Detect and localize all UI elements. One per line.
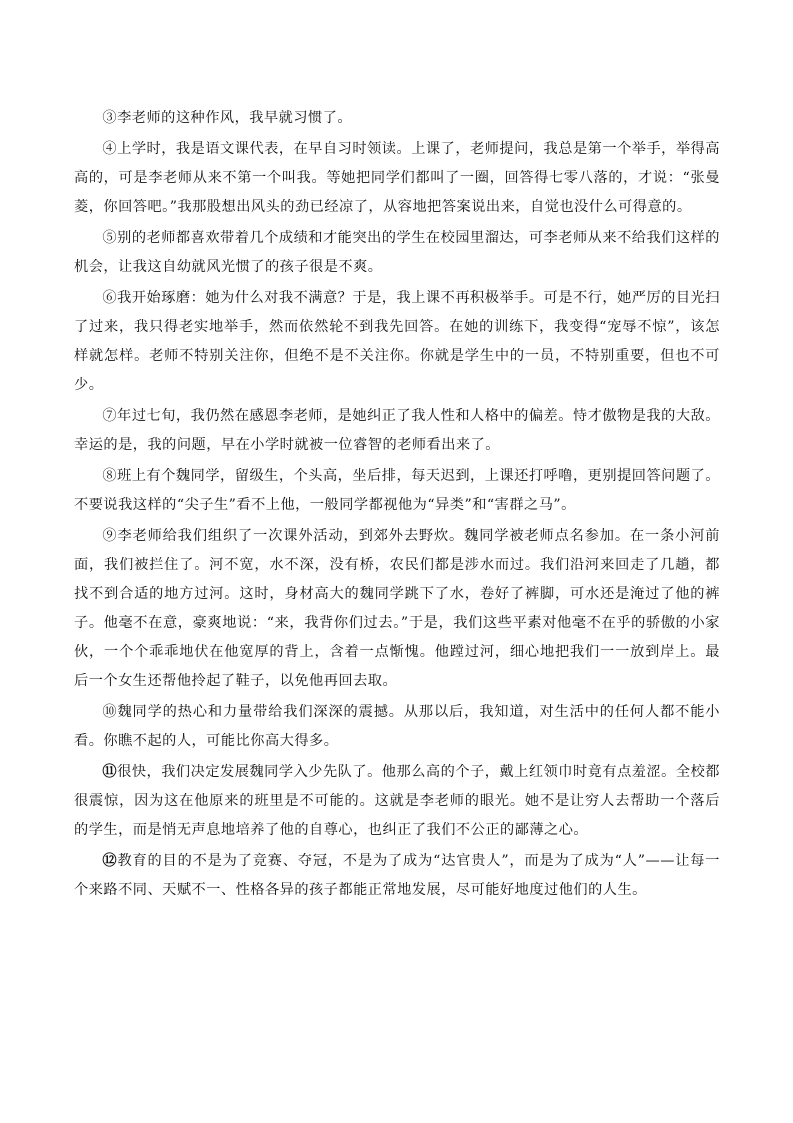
paragraph-number: ⑧ — [102, 468, 118, 484]
paragraph-12 — [74, 847, 720, 905]
paragraph-9 — [74, 522, 720, 696]
paragraph-number: ⑩ — [102, 704, 118, 720]
paragraph-text: 很快，我们决定发展魏同学入少先队了。他那么高的个子，戴上红领巾时竟有点羞涩。全校都很震惊，因为这在他原来的班里是不可能的。这就是李老师的眼光。她不是让穷人去帮助一个落后的学生，而是悄无声息地培养了他的自尊心，也纠正了我们不公正的鄙薄之心。 — [74, 764, 720, 838]
paragraph-text: 别的老师都喜欢带着几个成绩和才能突出的学生在校园里溜达，可李老师从来不给我们这样的机会，让我这自幼就风光惯了的孩子很是不爽。 — [74, 230, 720, 275]
paragraph-text: 年过七旬，我仍然在感恩李老师，是她纠正了我人性和人格中的偏差。恃才傲物是我的大敌。幸运的是，我的问题，早在小学时就被一位睿智的老师看出来了。 — [74, 408, 720, 453]
paragraph-text: 李老师给我们组织了一次课外活动，到郊外去野炊。魏同学被老师点名参加。在一条小河前面，我们被拦住了。河不宽，水不深，没有桥，农民们都是涉水而过。我们沿河来回走了几趟，都找不到合适的地方过河。这时，身材高大的魏同学跳下了水，卷好了裤脚，可水还是淹过了他的裤子。他毫不在意，豪爽地说：“来，我背你们过去。”于是，我们这些平素对他毫不在乎的骄傲的小家伙，一个个乖乖地伏在他宽厚的背上，含着一点惭愧。他蹚过河，细心地把我们一一放到岸上。最后一个女生还帮他拎起了鞋子，以免他再回去取。 — [74, 528, 720, 689]
paragraph-11 — [74, 758, 720, 845]
paragraph-number: ⑫ — [102, 853, 118, 869]
paragraph-5 — [74, 224, 720, 282]
paragraph-4 — [74, 135, 720, 222]
paragraph-number: ⑪ — [102, 764, 118, 780]
paragraph-number: ⑥ — [102, 290, 118, 306]
paragraph-text: 上学时，我是语文课代表，在早自习时领读。上课了，老师提问，我总是第一个举手，举得高高的，可是李老师从来不第一个叫我。等她把同学们都叫了一圈，回答得七零八落的，才说：“张曼菱，你回答吧。”我那股想出风头的劲已经凉了，从容地把答案说出来，自觉也没什么可得意的。 — [74, 141, 720, 215]
article-body — [74, 104, 720, 907]
paragraph-10 — [74, 698, 720, 756]
paragraph-number: ⑦ — [102, 408, 118, 424]
paragraph-3 — [74, 104, 720, 133]
paragraph-7 — [74, 402, 720, 460]
paragraph-8 — [74, 462, 720, 520]
paragraph-text: 我开始琢磨：她为什么对我不满意？于是，我上课不再积极举手。可是不行，她严厉的目光扫了过来，我只得老实地举手，然而依然轮不到我先回答。在她的训练下，我变得“宠辱不惊”，该怎样就怎样。老师不特别关注你，但绝不是不关注你。你就是学生中的一员，不特别重要，但也不可少。 — [74, 290, 720, 393]
paragraph-text: 班上有个魏同学，留级生，个头高，坐后排，每天迟到，上课还打呼噜，更别提回答问题了。不要说我这样的“尖子生”看不上他，一般同学都视他为“异类”和“害群之马”。 — [74, 468, 720, 513]
paragraph-number: ⑤ — [102, 230, 118, 246]
paragraph-number: ④ — [102, 141, 118, 157]
paragraph-number: ③ — [102, 110, 118, 126]
paragraph-text: 教育的目的不是为了竞赛、夺冠，不是为了成为“达官贵人”，而是为了成为“人”——让每一个来路不同、天赋不一、性格各异的孩子都能正常地发展，尽可能好地度过他们的人生。 — [74, 853, 720, 898]
paragraph-text: 李老师的这种作风，我早就习惯了。 — [117, 110, 353, 126]
paragraph-number: ⑨ — [102, 528, 118, 544]
paragraph-text: 魏同学的热心和力量带给我们深深的震撼。从那以后，我知道，对生活中的任何人都不能小看。你瞧不起的人，可能比你高大得多。 — [74, 704, 720, 749]
paragraph-6 — [74, 284, 720, 400]
